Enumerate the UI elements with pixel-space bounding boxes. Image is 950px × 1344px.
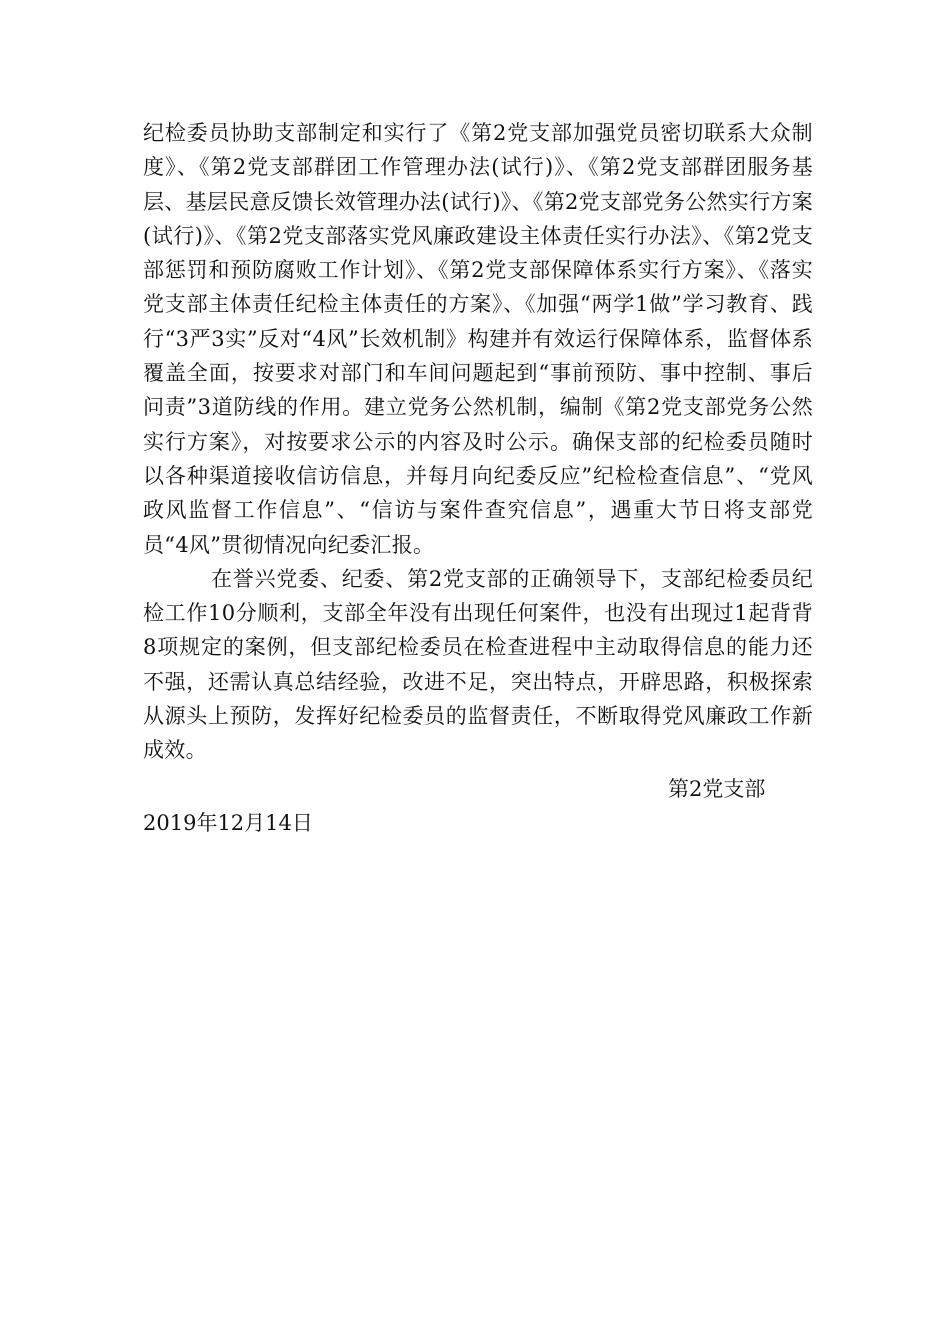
paragraph-1: 纪检委员协助支部制定和实行了《第2党支部加强党员密切联系大众制度》、《第2党支部群团工作管理办法(试行)》、《第2党支部群团服务基层、基层民意反馈长效管理办法(试行)》、《第2党支部党务公然实行方案(试行)》、《第2党支部落实党风廉政建设主体责任实行办法》、《第2党支部惩罚和预防腐败工作计划》、《第2党支部保障体系实行方案》、《落实党支部主体责任纪检主体责任的方案》、《加强“两学1做”学习教育、践行“3严3实”反对“4风”长效机制》构建并有效运行保障体系，监督体系覆盖全面，按要求对部门和车间问题起到“事前预防、事中控制、事后问责”3道防线的作用。建立党务公然机制，编制《第2党支部党务公然实行方案》，对按要求公示的内容及时公示。确保支部的纪检委员随时以各种渠道接收信访信息，并每月向纪委反应”纪检检查信息”、“党风政风监督工作信息”、“信访与案件查究信息”，遇重大节日将支部党员“4风”贯彻情况向纪委汇报。 (143, 121, 813, 557)
signature-branch: 第2党支部 (668, 777, 766, 801)
document-body (143, 116, 813, 768)
document-date: 2019年12月14日 (143, 811, 313, 835)
paragraph-2: 在誉兴党委、纪委、第2党支部的正确领导下，支部纪检委员纪检工作10分顺利，支部全年没有出现任何案件，也没有出现过1起背背8项规定的案例，但支部纪检委员在检查进程中主动取得信息的能力还不强，还需认真总结经验，改进不足，突出特点，开辟思路，积极探索从源头上预防，发挥好纪检委员的监督责任，不断取得党风廉政工作新成效。 (143, 566, 813, 763)
